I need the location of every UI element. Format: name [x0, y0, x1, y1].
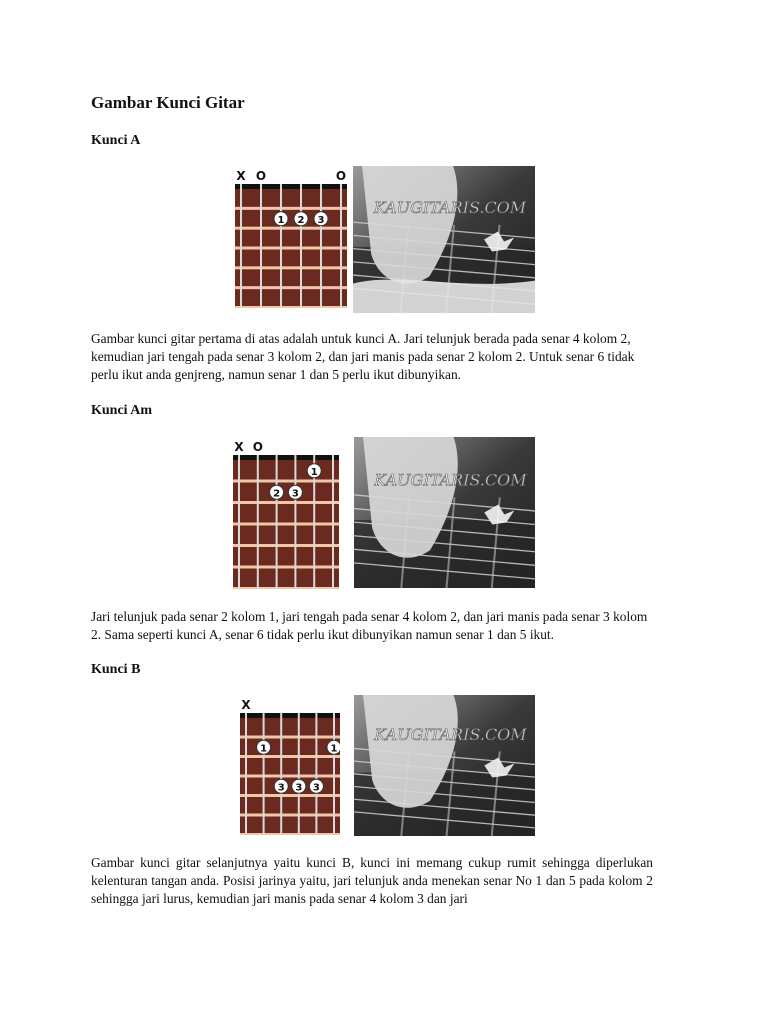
fret-line — [240, 755, 340, 758]
fret-line — [233, 587, 339, 589]
fret-line — [233, 480, 339, 483]
thumb-shape — [353, 280, 535, 313]
finger-number: 1 — [260, 743, 268, 755]
hand-photo-svg — [354, 437, 535, 588]
finger-number: 2 — [297, 214, 305, 226]
string-marker: O — [335, 169, 347, 183]
finger-dot — [327, 740, 340, 754]
fret-line — [233, 523, 339, 526]
finger-dot — [288, 485, 302, 499]
finger-dot — [274, 779, 288, 793]
finger-dot — [270, 485, 284, 499]
watermark-text: KAUGITARIS.COM — [374, 725, 527, 745]
hand-photo-am — [354, 437, 535, 588]
nut — [235, 184, 347, 189]
fret-line — [235, 247, 347, 250]
watermark-text: KAUGITARIS.COM — [374, 470, 527, 490]
finger-number: 3 — [312, 782, 320, 794]
watermark-text: KAUGITARIS.COM — [373, 198, 527, 218]
fret-line — [233, 501, 339, 504]
fret-line — [240, 736, 340, 739]
nut — [233, 455, 339, 460]
finger-dot — [309, 779, 323, 793]
finger-number: 3 — [295, 782, 303, 794]
chord-diagram-a — [235, 166, 347, 308]
fret-line — [235, 266, 347, 269]
finger-dot — [307, 464, 321, 478]
finger-number: 3 — [277, 782, 285, 794]
finger-number: 1 — [310, 466, 318, 478]
string-marker: O — [252, 440, 263, 454]
string-marker: X — [236, 169, 246, 183]
hand-photo-svg — [353, 166, 535, 313]
fret-line — [240, 775, 340, 778]
fret-line — [233, 566, 339, 569]
finger-dot — [314, 212, 328, 226]
fret-line — [240, 794, 340, 797]
fret-line — [240, 814, 340, 817]
finger-dot — [292, 779, 306, 793]
chord-diagram-svg — [235, 166, 347, 308]
finger-number: 1 — [330, 743, 338, 755]
finger-number: 3 — [317, 214, 325, 226]
chord-diagram-b — [240, 695, 340, 835]
string-marker: X — [234, 440, 244, 454]
section-heading-kunci-b: Kunci B — [91, 662, 141, 677]
paragraph-kunci-b: Gambar kunci gitar selanjutnya yaitu kunci B, kunci ini memang cukup rumit sehingga diperlukan kelenturan tangan anda. Posisi jarinya yaitu, jari telunjuk anda menekan senar No 1 dan 5 pada kolom 2 sehingga jari lurus, kemudian jari manis pada senar 4 kolom 3 dan jari — [91, 855, 653, 906]
marker-row-bg — [233, 437, 339, 455]
marker-row-bg — [235, 166, 347, 184]
fret-line — [235, 286, 347, 289]
page-title: Gambar Kunci Gitar — [91, 93, 245, 112]
finger-dot — [274, 212, 288, 226]
fret-line — [240, 833, 340, 835]
finger-number: 1 — [277, 214, 285, 226]
chord-diagram-am — [233, 437, 339, 589]
finger-number: 3 — [291, 488, 299, 500]
fret-line — [233, 544, 339, 547]
fret-line — [235, 227, 347, 230]
hand-photo-b — [354, 695, 535, 836]
fret-line — [235, 306, 347, 308]
marker-row-bg — [240, 695, 340, 713]
section-heading-kunci-am: Kunci Am — [91, 403, 153, 418]
string-marker: O — [255, 169, 267, 183]
hand-photo-a — [353, 166, 535, 313]
fret-line — [235, 207, 347, 210]
finger-dot — [257, 740, 271, 754]
paragraph-kunci-am: Jari telunjuk pada senar 2 kolom 1, jari tengah pada senar 4 kolom 2, dan jari manis pada senar 3 kolom 2. Sama seperti kunci A, senar 6 tidak perlu ikut dibunyikan namun senar 1 dan 5 ikut. — [91, 609, 648, 642]
section-heading-kunci-a: Kunci A — [91, 133, 141, 148]
chord-diagram-svg — [240, 695, 340, 835]
string-marker: X — [241, 698, 251, 712]
finger-dot — [294, 212, 308, 226]
nut — [240, 713, 340, 718]
hand-photo-svg — [354, 695, 535, 836]
paragraph-kunci-a: Gambar kunci gitar pertama di atas adalah untuk kunci A. Jari telunjuk berada pada senar 4 kolom 2, kemudian jari tengah pada senar 3 kolom 2, dan jari manis pada senar 2 kolom 2. Untuk senar 6 tidak perlu ikut anda genjreng, namun senar 1 dan 5 perlu ikut dibunyikan. — [91, 331, 635, 382]
chord-diagram-svg — [233, 437, 339, 589]
finger-number: 2 — [273, 488, 281, 500]
